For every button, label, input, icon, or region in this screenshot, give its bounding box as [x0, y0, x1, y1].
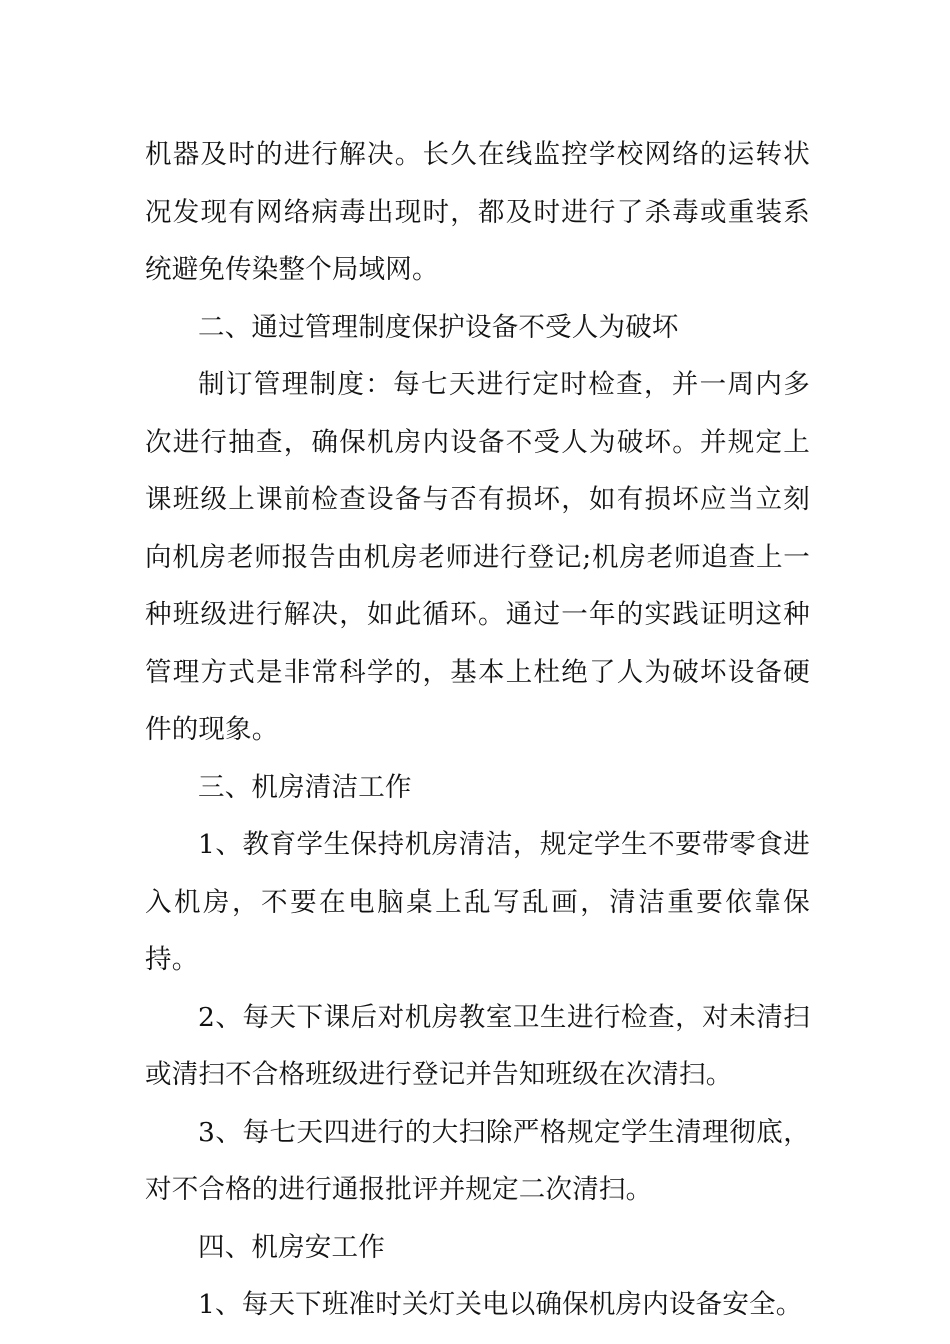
section-heading-management-system: 二、通过管理制度保护设备不受人为破坏	[198, 311, 679, 343]
paragraph-continued-network-maintenance: 机器及时的进行解决。长久在线监控学校网络的运转状况发现有网络病毒出现时，都及时进行了杀毒或重装系统避免传染整个局域网。	[145, 139, 810, 285]
section-heading-room-safety: 四、机房安工作	[198, 1231, 385, 1263]
paragraph-management-rules: 制订管理制度：每七天进行定时检查，并一周内多次进行抽查，确保机房内设备不受人为破坏。并规定上课班级上课前检查设备与否有损坏，如有损坏应当立刻向机房老师报告由机房老师进行登记;机房老师追查上一种班级进行解决，如此循环。通过一年的实践证明这种管理方式是非常科学的，基本上杜绝了人为破坏设备硬件的现象。	[145, 369, 810, 745]
section-heading-room-cleaning: 三、机房清洁工作	[198, 771, 412, 803]
list-item-cleaning-2: 2、每天下课后对机房教室卫生进行检查，对未清扫或清扫不合格班级进行登记并告知班级在次清扫。	[145, 1001, 810, 1090]
list-item-cleaning-3: 3、每七天四进行的大扫除严格规定学生清理彻底，对不合格的进行通报批评并规定二次清扫。	[145, 1116, 810, 1205]
list-item-cleaning-1: 1、教育学生保持机房清洁，规定学生不要带零食进入机房，不要在电脑桌上乱写乱画，清洁重要依靠保持。	[145, 829, 810, 975]
list-item-safety-1: 1、每天下班准时关灯关电以确保机房内设备安全。	[198, 1289, 803, 1320]
document-body	[145, 126, 810, 1334]
